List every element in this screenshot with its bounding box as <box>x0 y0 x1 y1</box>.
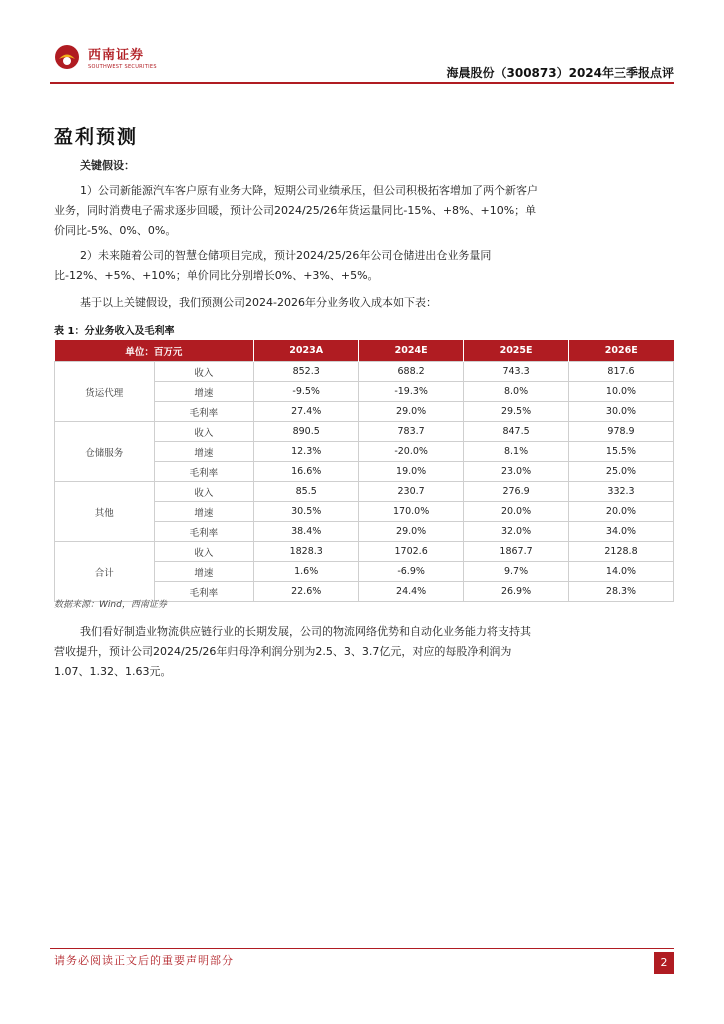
table-cell: 29.0% <box>359 522 464 542</box>
table-cell: 8.1% <box>464 442 569 462</box>
report-title: 海晨股份（300873）2024年三季报点评 <box>446 66 674 80</box>
table-cell: 688.2 <box>359 362 464 382</box>
table-cell: 12.3% <box>254 442 359 462</box>
metric-label: 收入 <box>154 542 254 562</box>
paragraph-warehouse-assumption: 2）未来随着公司的智慧仓储项目完成，预计2024/25/26年公司仓储进出仓业务量同比-12%、+5%、+10%；单价同比分别增长0%、+3%、+5%。 <box>54 249 492 282</box>
table-cell: 32.0% <box>464 522 569 542</box>
column-header: 2025E <box>464 340 569 362</box>
table-cell: 23.0% <box>464 462 569 482</box>
table-row <box>55 542 674 562</box>
table-cell: 817.6 <box>569 362 674 382</box>
table-cell: 2128.8 <box>569 542 674 562</box>
metric-label: 增速 <box>154 562 254 582</box>
metric-label: 毛利率 <box>154 462 254 482</box>
metric-label: 增速 <box>154 382 254 402</box>
segment-name: 合计 <box>55 542 155 602</box>
metric-label: 增速 <box>154 442 254 462</box>
metric-label: 毛利率 <box>154 522 254 542</box>
assumptions-label: 关键假设： <box>80 159 135 172</box>
table-cell: 24.4% <box>359 582 464 602</box>
table-cell: -9.5% <box>254 382 359 402</box>
table-cell: 27.4% <box>254 402 359 422</box>
table-cell: 30.5% <box>254 502 359 522</box>
table-cell: 38.4% <box>254 522 359 542</box>
paragraph-freight-assumption: 1）公司新能源汽车客户原有业务大降，短期公司业绩承压，但公司积极拓客增加了两个新客户业务，同时消费电子需求逐步回暖，预计公司2024/25/26年货运量同比-15%、+8%、+10%；单价同比-5%、0%、0%。 <box>54 184 538 237</box>
table-cell: 1702.6 <box>359 542 464 562</box>
table-cell: -6.9% <box>359 562 464 582</box>
segment-name: 仓储服务 <box>55 422 155 482</box>
table-cell: 890.5 <box>254 422 359 442</box>
table-cell: 29.5% <box>464 402 569 422</box>
metric-label: 收入 <box>154 482 254 502</box>
table-row <box>55 482 674 502</box>
table-cell: 10.0% <box>569 382 674 402</box>
table-cell: 852.3 <box>254 362 359 382</box>
table-cell: 15.5% <box>569 442 674 462</box>
table-cell: 22.6% <box>254 582 359 602</box>
paragraph-earnings-forecast: 我们看好制造业物流供应链行业的长期发展，公司的物流网络优势和自动化业务能力将支持其营收提升，预计公司2024/25/26年归母净利润分别为2.5、3、3.7亿元，对应的每股净利润为1.07、1.32、1.63元。 <box>54 625 531 678</box>
table-cell: 1.6% <box>254 562 359 582</box>
logo-text-en: SOUTHWEST SECURITIES <box>88 64 157 70</box>
table-header-row <box>55 340 674 362</box>
table-caption: 表 1：分业务收入及毛利率 <box>54 326 175 337</box>
metric-label: 毛利率 <box>154 402 254 422</box>
header-divider <box>50 82 674 84</box>
table-cell: 332.3 <box>569 482 674 502</box>
metric-label: 毛利率 <box>154 582 254 602</box>
table-cell: -20.0% <box>359 442 464 462</box>
table-cell: 30.0% <box>569 402 674 422</box>
table-cell: -19.3% <box>359 382 464 402</box>
table-cell: 9.7% <box>464 562 569 582</box>
table-row <box>55 422 674 442</box>
table-cell: 85.5 <box>254 482 359 502</box>
table-cell: 20.0% <box>464 502 569 522</box>
table-cell: 276.9 <box>464 482 569 502</box>
table-source: 数据来源：Wind，西南证券 <box>54 600 167 610</box>
metric-label: 收入 <box>154 362 254 382</box>
metric-label: 增速 <box>154 502 254 522</box>
table-cell: 783.7 <box>359 422 464 442</box>
footer-disclaimer: 请务必阅读正文后的重要声明部分 <box>54 954 234 967</box>
column-header: 2024E <box>359 340 464 362</box>
company-logo <box>54 40 157 78</box>
column-header: 2026E <box>569 340 674 362</box>
segment-revenue-table <box>54 340 674 602</box>
paragraph-table-intro: 基于以上关键假设，我们预测公司2024-2026年分业务收入成本如下表： <box>80 296 437 309</box>
logo-emblem-icon <box>54 44 80 70</box>
unit-header: 单位：百万元 <box>55 340 254 362</box>
page-number: 2 <box>654 952 674 974</box>
table-cell: 1867.7 <box>464 542 569 562</box>
table-cell: 16.6% <box>254 462 359 482</box>
metric-label: 收入 <box>154 422 254 442</box>
segment-name: 其他 <box>55 482 155 542</box>
table-cell: 743.3 <box>464 362 569 382</box>
page-header <box>50 38 674 84</box>
table-cell: 29.0% <box>359 402 464 422</box>
table-cell: 1828.3 <box>254 542 359 562</box>
table-cell: 847.5 <box>464 422 569 442</box>
table-cell: 25.0% <box>569 462 674 482</box>
table-cell: 19.0% <box>359 462 464 482</box>
column-header: 2023A <box>254 340 359 362</box>
table-cell: 26.9% <box>464 582 569 602</box>
footer-divider <box>50 948 674 949</box>
table-cell: 230.7 <box>359 482 464 502</box>
table-cell: 8.0% <box>464 382 569 402</box>
table-cell: 978.9 <box>569 422 674 442</box>
section-title: 盈利预测 <box>54 126 139 148</box>
table-cell: 20.0% <box>569 502 674 522</box>
table-cell: 34.0% <box>569 522 674 542</box>
table-row <box>55 362 674 382</box>
table-cell: 28.3% <box>569 582 674 602</box>
segment-name: 货运代理 <box>55 362 155 422</box>
logo-text-cn: 西南证券 <box>88 48 145 63</box>
table-cell: 170.0% <box>359 502 464 522</box>
table-cell: 14.0% <box>569 562 674 582</box>
